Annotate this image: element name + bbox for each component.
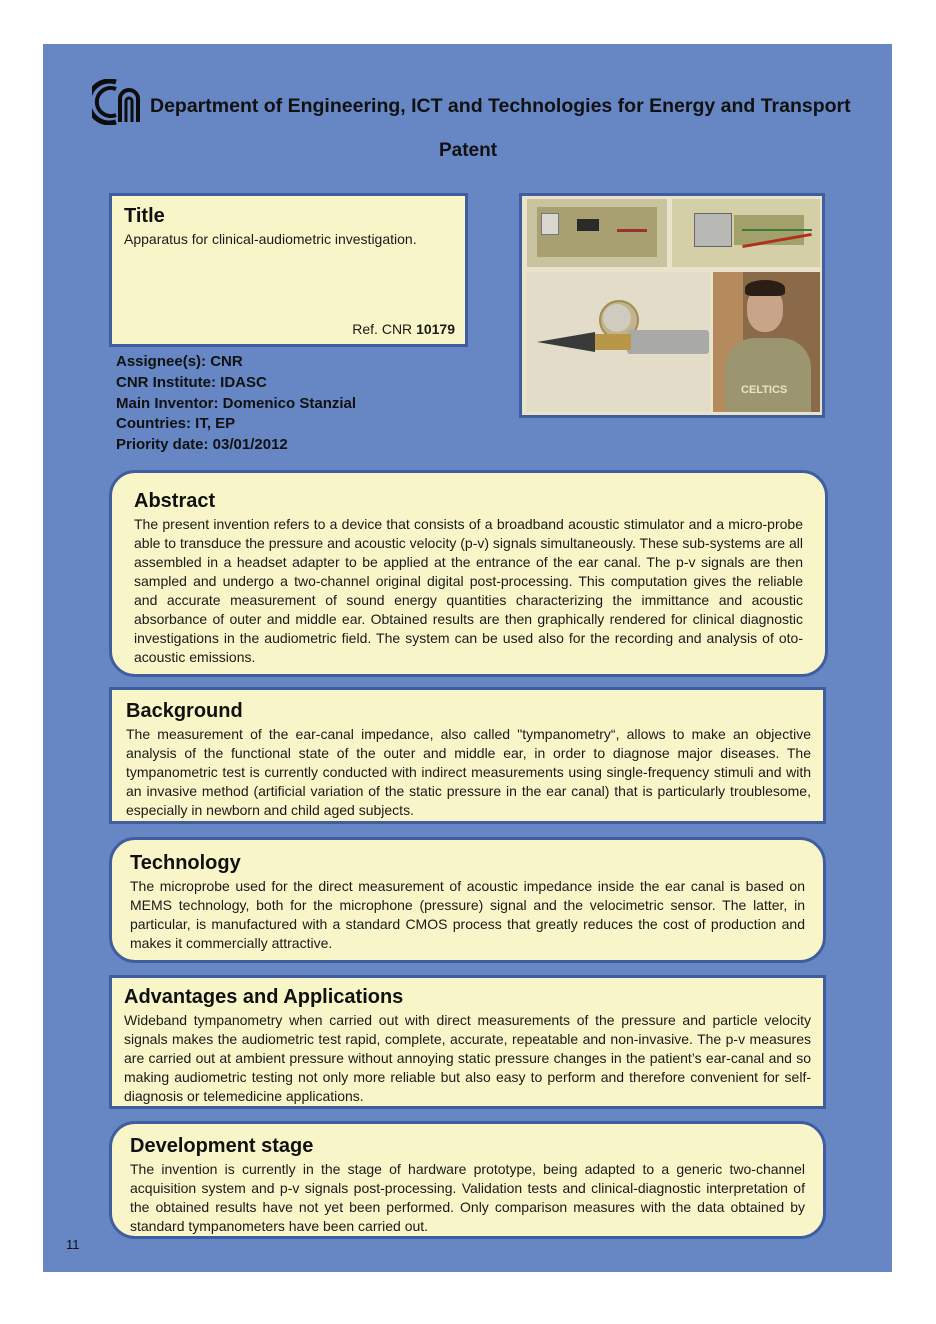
- countries: Countries: IT, EP: [116, 415, 236, 433]
- technology-text: The microprobe used for the direct measurement of acoustic impedance inside the ear canal is based on MEMS technology, both for the microphone (pressure) signal and the velocimetric sensor. The latter, in particular, is manufactured with a standard CMOS process that greatly reduces the cost of production and makes it commercially attractive.: [130, 878, 805, 951]
- photo-microprobe: [527, 272, 710, 412]
- abstract-heading: Abstract: [134, 490, 216, 512]
- ref-prefix: Ref. CNR: [352, 321, 413, 337]
- cnr-institute: CNR Institute: IDASC: [116, 373, 267, 391]
- main-inventor: Main Inventor: Domenico Stanzial: [116, 394, 357, 412]
- abstract-section: [109, 470, 828, 677]
- patent-metadata: [116, 352, 356, 456]
- technology-section: [109, 837, 826, 963]
- department-title: Department of Engineering, ICT and Technologies for Energy and Transport: [150, 95, 851, 117]
- advantages-section: [109, 975, 826, 1109]
- title-box: [109, 193, 468, 347]
- advantages-text: Wideband tympanometry when carried out with direct measurements of the pressure and particle velocity signals makes the audiometric test rapid, complete, accurate, repeatable and non-invasive. The p-v measures are carried out at ambient pressure without annoying static pressure changes in the patient’s ear-canal and so making audiometric testing not only more reliable but also easy to perform and therefore convenient for self-diagnosis or telemedicine applications.: [124, 1012, 811, 1104]
- shirt-text: CELTICS: [741, 384, 788, 396]
- assignee: Assignee(s): CNR: [116, 353, 243, 370]
- cnr-logo: [92, 79, 142, 125]
- title-text: Apparatus for clinical-audiometric investigation.: [124, 231, 417, 247]
- photo-user-with-headset: [713, 272, 820, 412]
- background-heading: Background: [126, 700, 243, 722]
- background-text: The measurement of the ear-canal impedance, also called "tympanometry“, allows to make an objective analysis of the functional state of the outer and middle ear, in order to diagnose major diseases. The tympanometric test is currently conducted with indirect measurements using single-frequency stimuli and with an invasive method (artificial variation of the static pressure in the ear canal) that is particularly troublesome, especially in newborn and child aged subjects.: [126, 726, 811, 818]
- ref-cnr: [352, 321, 455, 337]
- page-number: 11: [66, 1237, 80, 1252]
- development-text: The invention is currently in the stage of hardware prototype, being adapted to a generic two-channel acquisition system and p-v signals post-processing. Validation tests and clinical-diagnostic interpretation of the obtained results have not yet been performed. Only comparison measures with the data obtained by standard tympanometers have been carried out.: [130, 1161, 805, 1234]
- advantages-heading: Advantages and Applications: [124, 986, 404, 1008]
- ref-number: 10179: [416, 321, 455, 337]
- patent-subtitle: Patent: [438, 140, 498, 161]
- development-heading: Development stage: [130, 1135, 314, 1157]
- background-section: [109, 687, 826, 824]
- development-section: [109, 1121, 826, 1239]
- prototype-photo-collage: [519, 193, 825, 418]
- photo-transducer-module: [672, 199, 820, 267]
- priority-date: Priority date: 03/01/2012: [116, 436, 288, 454]
- photo-circuit-board: [527, 199, 667, 267]
- technology-heading: Technology: [130, 852, 241, 874]
- abstract-text: The present invention refers to a device that consists of a broadband acoustic stimulator and a micro-probe able to transduce the pressure and acoustic velocity (p-v) signals simultaneously. These sub-systems are all assembled in a headset adapter to be applied at the entrance of the ear canal. The p-v signals are then sampled and undergo a two-channel original digital post-processing. This computation gives the reliable and accurate measurement of sound energy quantities characterizing the immittance and acoustic absorbance of outer and middle ear. Obtained results are then graphically rendered for clinical diagnostic investigations in the audiometric field. The system can be used also for the recording and analysis of oto-acoustic emissions.: [134, 516, 803, 665]
- title-heading: Title: [124, 205, 165, 227]
